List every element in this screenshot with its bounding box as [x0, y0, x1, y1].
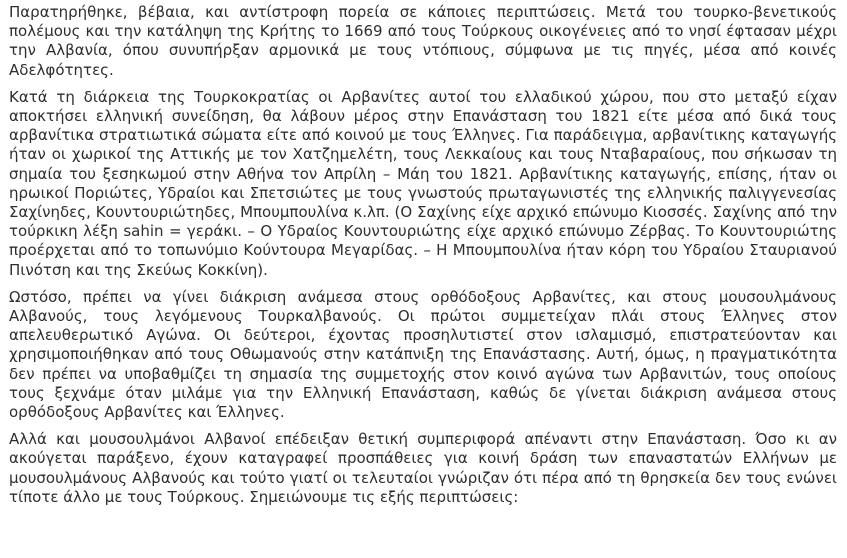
paragraph: Ωστόσο, πρέπει να γίνει διάκριση ανάμεσα στους ορθόδοξους Αρβανίτες, και στους μουσουλμάνους Αλβανούς, τους λεγόμενους Τουρκαλβανούς. Οι πρώτοι συμμετείχαν πλάι στους Έλληνες στον απελευθερωτικό Αγώνα. Οι δεύτεροι, έχοντας προσηλυτιστεί στον ισλαμισμό, επιστρατεύονταν και χρησιμοποιήθηκαν από τους Οθωμανούς στην κατάπνιξη της Επανάστασης. Αυτή, όμως, η πραγματικότητα δεν πρέπει να υποβαθμίζει τη σημασία της συμμετοχής στον κοινό αγώνα των Αρβανιτών, τους οποίους τους ξεχνάμε όταν μιλάμε για την Ελληνική Επανάσταση, καθώς δε γίνεται διάκριση ανάμεσα στους ορθόδοξους Αρβανίτες και Έλληνες.: [9, 287, 837, 422]
paragraph: Κατά τη διάρκεια της Τουρκοκρατίας οι Αρβανίτες αυτοί του ελλαδικού χώρου, που στο μεταξύ είχαν αποκτήσει ελληνική συνείδηση, θα λάβουν μέρος στην Επανάσταση του 1821 είτε μέσα από δικά τους αρβανίτικα στρατιωτικά σώματα είτε από κοινού με τους Έλληνες. Για παράδειγμα, αρβανίτικης καταγωγής ήταν οι χωρικοί της Αττικής με τον Χατζημελέτη, τους Λεκκαίους και τους Νταβαραίους, που σήκωσαν τη σημαία του ξεσηκωμού στην Αθήνα τον Απρίλη – Μάη του 1821. Αρβανίτικης καταγωγής, επίσης, ήταν οι ηρωικοί Ποριώτες, Υδραίοι και Σπετσιώτες με τους γνωστούς πρωταγωνιστές της ελληνικής παλιγγενεσίας Σαχίνηδες, Κουντουριώτηδες, Μπουμπουλίνα κ.λπ. (Ο Σαχίνης είχε αρχικό επώνυμο Κιοσσές. Σαχίνης από την τούρκικη λέξη sahin = γεράκι. – Ο Υδραίος Κουντουριώτης είχε αρχικό επώνυμο Ζέρβας. Το Κουντουριώτης προέρχεται από το τοπωνύμιο Κούντουρα Μεγαρίδας. – Η Μπουμπουλίνα ήταν κόρη του Υδραίου Σταυριανού Πινότση και της Σκεύως Κοκκίνη).: [9, 87, 837, 279]
paragraph: Αλλά και μουσουλμάνοι Αλβανοί επέδειξαν θετική συμπεριφορά απέναντι στην Επανάσταση. Όσο κι αν ακούγεται παράξενο, έχουν καταγραφεί προσπάθειες για κοινή δράση των επαναστατών Ελλήνων με μουσουλμάνους Αλβανούς και τούτο γιατί οι τελευταίοι γνώριζαν ότι πέρα από τη θρησκεία δεν τους ενώνει τίποτε άλλο με τους Τούρκους. Σημειώνουμε τις εξής περιπτώσεις:: [9, 430, 837, 506]
paragraph: Παρατηρήθηκε, βέβαια, και αντίστροφη πορεία σε κάποιες περιπτώσεις. Μετά του τουρκο-βενετικούς πολέμους και την κατάληψη της Κρήτης το 1669 από τους Τούρκους οικογένειες από το νησί έφτασαν μέχρι την Αλβανία, όπου συνυπήρξαν αρμονικά με τους ντόπιους, σύμφωνα με τις πηγές, μέσα από κοινές Αδελφότητες.: [9, 3, 837, 79]
